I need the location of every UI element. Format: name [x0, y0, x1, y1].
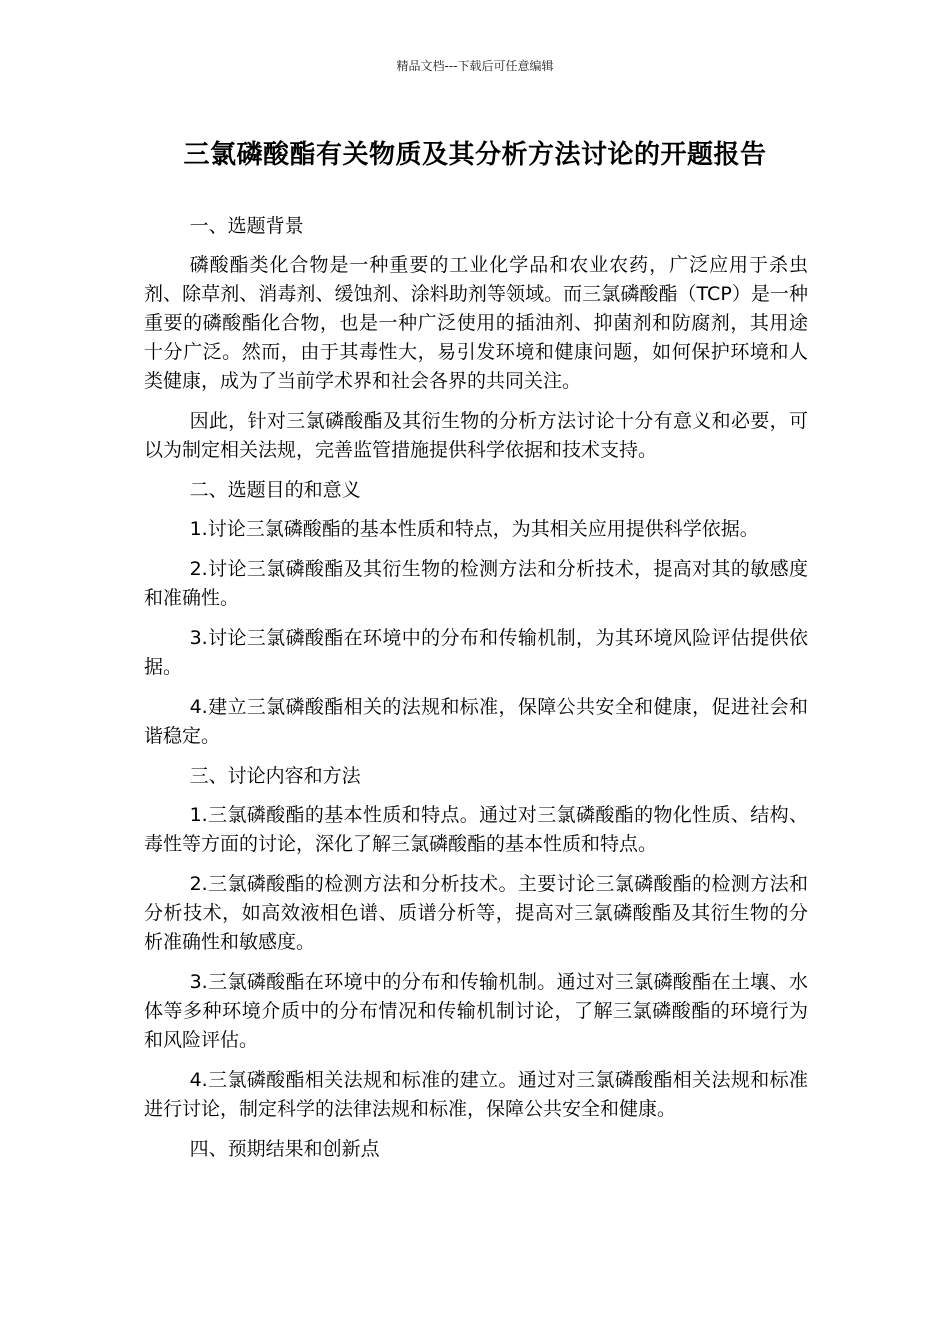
content-item-3: 3.三氯磷酸酯在环境中的分布和传输机制。通过对三氯磷酸酯在土壤、水体等多种环境介质中的分布情况和传输机制讨论，了解三氯磷酸酯的环境行为和风险评估。 [144, 971, 808, 1051]
document-title: 三氯磷酸酯有关物质及其分析方法讨论的开题报告 [183, 140, 767, 170]
paragraph-background-1: 磷酸酯类化合物是一种重要的工业化学品和农业农药，广泛应用于杀虫剂、除草剂、消毒剂、缓蚀剂、涂料助剂等领域。而三氯磷酸酯（TCP）是一种重要的磷酸酯化合物，也是一种广泛使用的插油剂、抑菌剂和防腐剂，其用途十分广泛。然而，由于其毒性大，易引发环境和健康问题，如何保护环境和人类健康，成为了当前学术界和社会各界的共同关注。 [144, 254, 808, 392]
section-heading-content-methods: 三、讨论内容和方法 [189, 765, 361, 787]
content-item-4: 4.三氯磷酸酯相关法规和标准的建立。通过对三氯磷酸酯相关法规和标准进行讨论，制定科学的法律法规和标准，保障公共安全和健康。 [144, 1069, 808, 1120]
page-header-note: 精品文档---下载后可任意编辑 [396, 59, 554, 73]
purpose-item-1: 1.讨论三氯磷酸酯的基本性质和特点，为其相关应用提供科学依据。 [189, 518, 759, 540]
section-heading-purpose: 二、选题目的和意义 [189, 479, 361, 501]
purpose-item-4: 4.建立三氯磷酸酯相关的法规和标准，保障公共安全和健康，促进社会和谐稳定。 [144, 696, 808, 747]
content-item-2: 2.三氯磷酸酯的检测方法和分析技术。主要讨论三氯磷酸酯的检测方法和分析技术，如高效液相色谱、质谱分析等，提高对三氯磷酸酯及其衍生物的分析准确性和敏感度。 [144, 873, 808, 953]
paragraph-background-2: 因此，针对三氯磷酸酯及其衍生物的分析方法讨论十分有意义和必要，可以为制定相关法规，完善监管措施提供科学依据和技术支持。 [144, 410, 808, 461]
section-heading-background: 一、选题背景 [189, 215, 304, 237]
document-body [144, 212, 808, 1174]
purpose-item-2: 2.讨论三氯磷酸酯及其衍生物的检测方法和分析技术，提高对其的敏感度和准确性。 [144, 558, 808, 609]
content-item-1: 1.三氯磷酸酯的基本性质和特点。通过对三氯磷酸酯的物化性质、结构、毒性等方面的讨论，深化了解三氯磷酸酯的基本性质和特点。 [144, 804, 808, 855]
purpose-item-3: 3.讨论三氯磷酸酯在环境中的分布和传输机制，为其环境风险评估提供依据。 [144, 627, 808, 678]
section-heading-expected-results: 四、预期结果和创新点 [189, 1138, 380, 1160]
